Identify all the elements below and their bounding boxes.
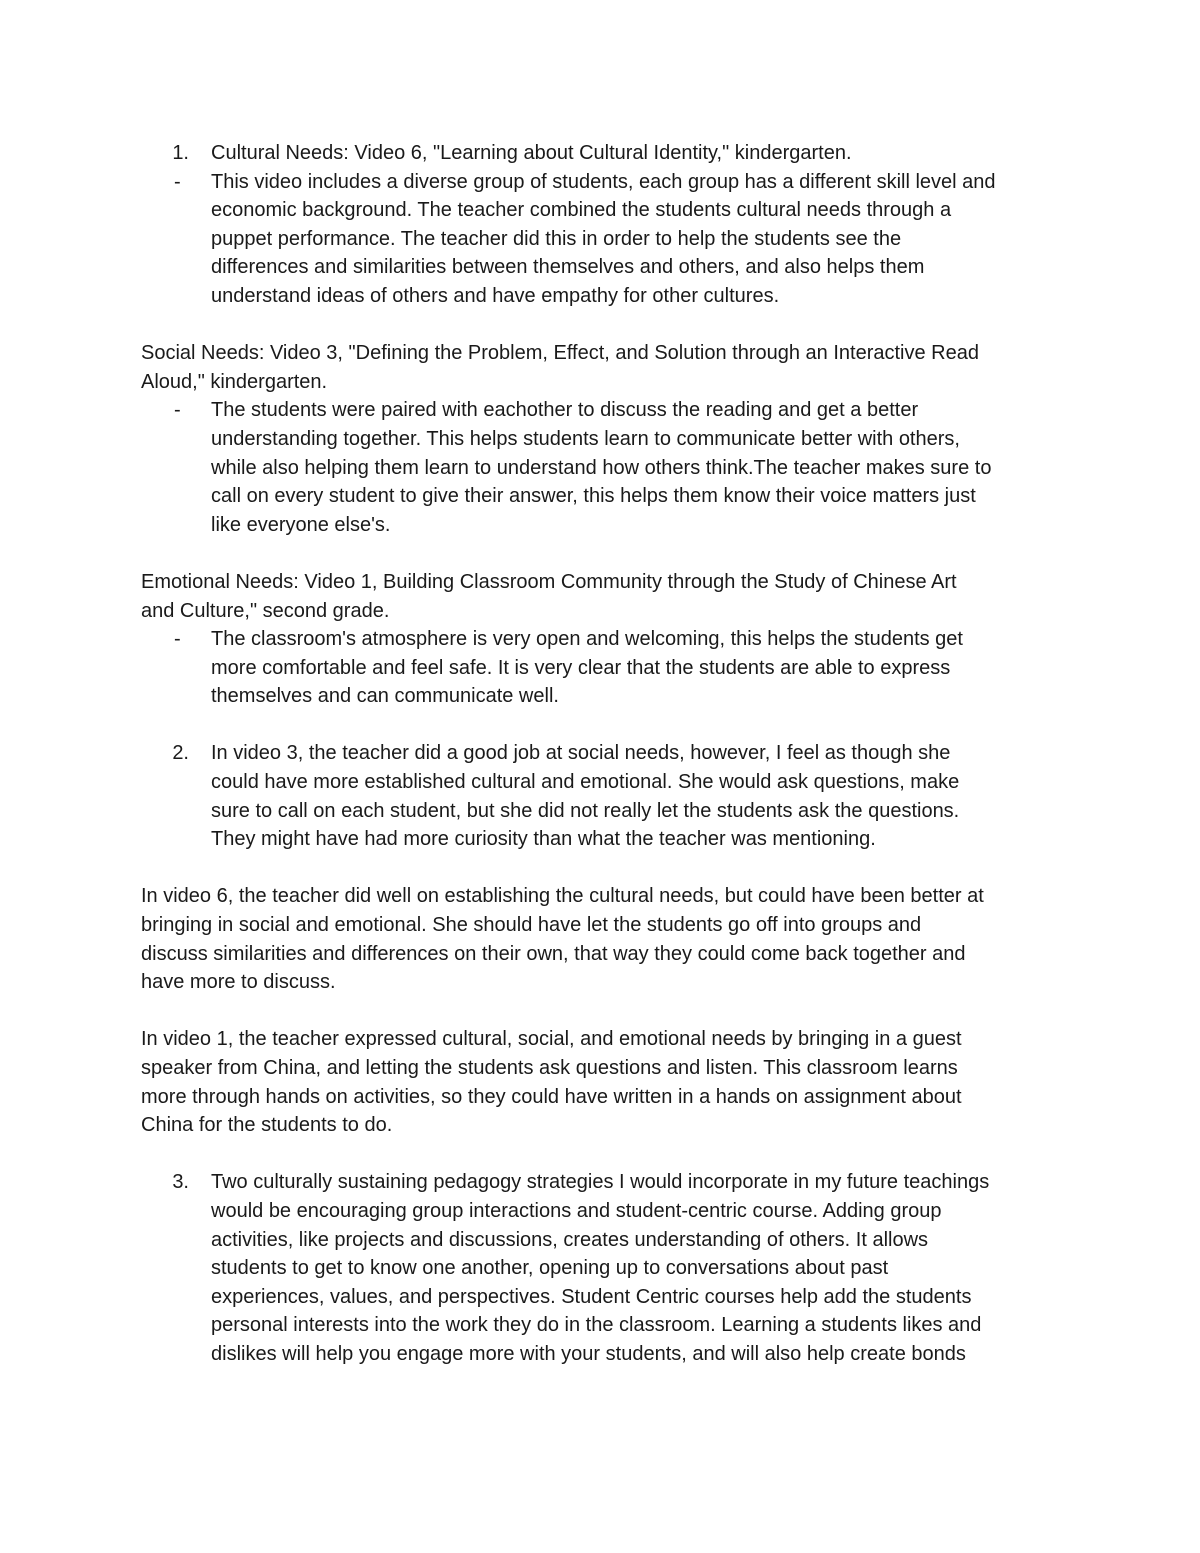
emotional-needs-text: The classroom's atmosphere is very open and welcoming, this helps the students get more comfortable and feel safe. It is very clear that the students are able to express themselves and can communicate well. <box>211 628 963 708</box>
cultural-needs-text: This video includes a diverse group of students, each group has a different skill level and economic background. The teacher combined the students cultural needs through a puppet performance. The teacher did this in order to help the students see the differences and similarities between themselves and others, and also helps them understand ideas of others and have empathy for other cultures. <box>211 170 996 307</box>
paragraph-gap <box>141 711 1071 740</box>
bullet-dash: - <box>174 628 181 651</box>
document-body <box>141 139 1071 1369</box>
video1-evaluation-paragraph: In video 1, the teacher expressed cultural, social, and emotional needs by bringing in a guest speaker from China, and letting the students ask questions and listen. This classroom learns more through hands on activities, so they could have written in a hands on assignment about China for the students to do. <box>141 1028 962 1137</box>
emotional-needs-heading: Emotional Needs: Video 1, Building Classroom Community through the Study of Chinese Art and Culture," second grade. <box>141 570 957 622</box>
bullet-dash: - <box>174 170 181 193</box>
list-number: 2. <box>172 742 189 765</box>
numbered-item-2 <box>141 739 1071 853</box>
video6-evaluation-paragraph: In video 6, the teacher did well on establishing the cultural needs, but could have been better at bringing in social and emotional. She should have let the students go off into groups and discuss similarities and differences on their own, that way they could come back together and have more to discuss. <box>141 885 984 994</box>
bullet-item-cultural <box>141 168 1071 311</box>
bullet-dash: - <box>174 399 181 422</box>
bullet-item-social <box>141 396 1071 539</box>
paragraph-gap <box>141 1140 1071 1169</box>
numbered-item-3 <box>141 1168 1071 1368</box>
paragraph-gap <box>141 311 1071 340</box>
bullet-item-emotional <box>141 625 1071 711</box>
pedagogy-strategies-text: Two culturally sustaining pedagogy strategies I would incorporate in my future teachings would be encouraging group interactions and student-centric course. Adding group activities, like projects and discussions, creates understanding of others. It allows students to get to know one another, opening up to conversations about past experiences, values, and perspectives. Student Centric courses help add the students personal interests into the work they do in the classroom. Learning a students likes and dislikes will help you engage more with your students, and will also help create bonds <box>211 1171 990 1365</box>
social-needs-heading: Social Needs: Video 3, "Defining the Problem, Effect, and Solution through an Interactive Read Aloud," kindergarten. <box>141 342 979 393</box>
paragraph-gap <box>141 997 1071 1026</box>
paragraph-gap <box>141 854 1071 883</box>
list-number: 3. <box>172 1171 189 1194</box>
social-needs-text: The students were paired with eachother to discuss the reading and get a better understanding together. This helps students learn to communicate better with others, while also helping them learn to understand how others think.The teacher makes sure to call on every student to give their answer, this helps them know their voice matters just like everyone else's. <box>211 399 992 536</box>
paragraph-gap <box>141 539 1071 568</box>
list-number: 1. <box>172 142 189 164</box>
cultural-needs-heading: Cultural Needs: Video 6, "Learning about Cultural Identity," kindergarten. <box>211 142 852 164</box>
numbered-item-1 <box>141 139 1071 168</box>
video3-evaluation-text: In video 3, the teacher did a good job at social needs, however, I feel as though she could have more established cultural and emotional. She would ask questions, make sure to call on each student, but she did not really let the students ask the questions. They might have had more curiosity than what the teacher was mentioning. <box>211 742 960 851</box>
